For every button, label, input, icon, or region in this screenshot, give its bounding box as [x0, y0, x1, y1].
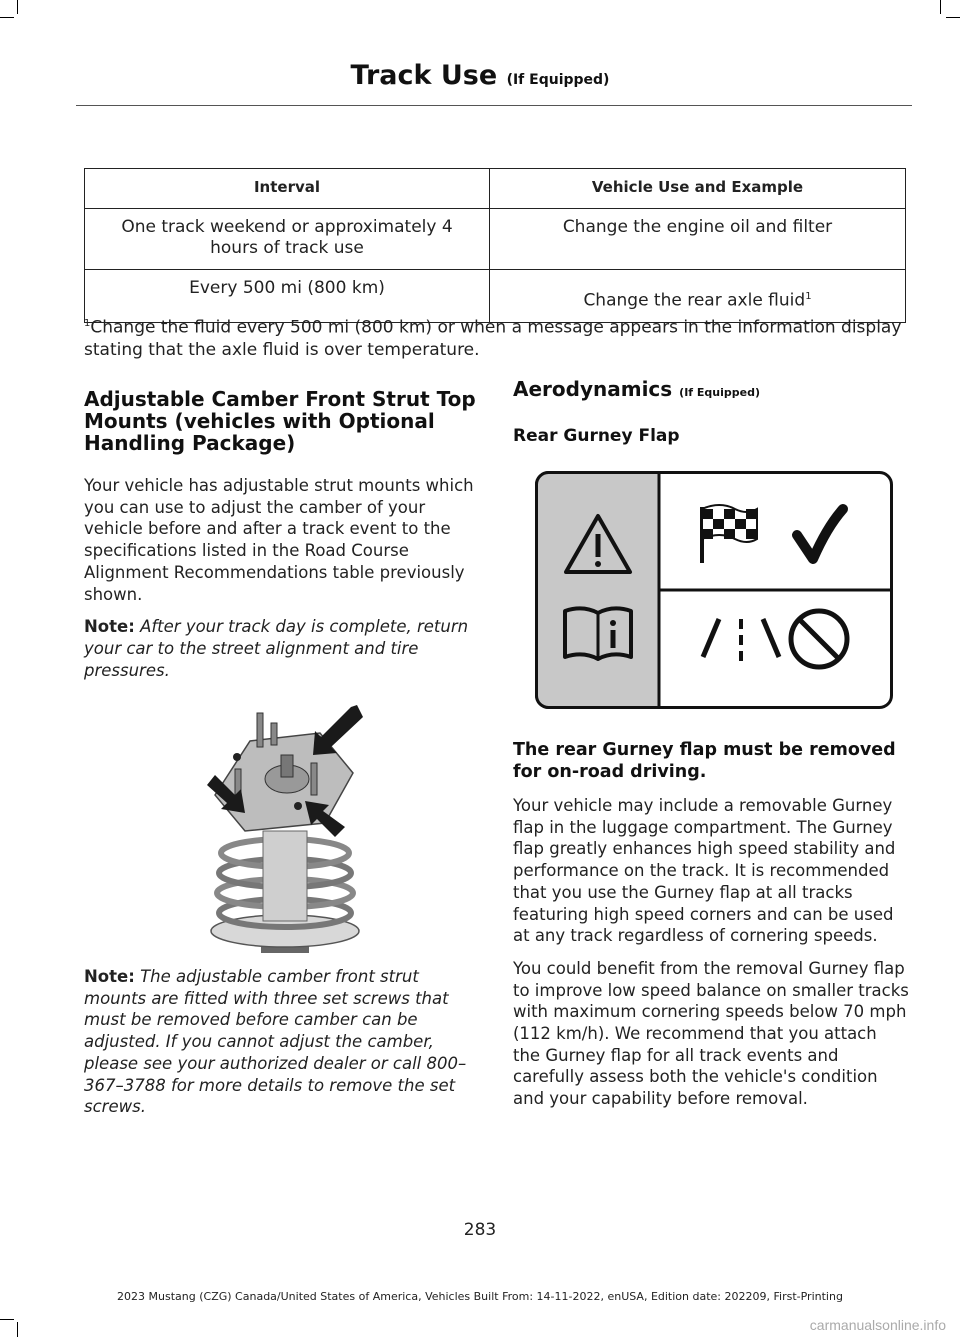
right-column	[513, 378, 909, 446]
set-screw	[294, 802, 302, 810]
note-set-screws	[84, 966, 478, 1118]
page-title	[0, 60, 960, 91]
gurney-flap-subheading: Rear Gurney Flap	[513, 426, 680, 446]
left-column-note	[84, 966, 478, 1118]
table-cell-interval: Every 500 mi (800 km)	[85, 270, 490, 323]
aerodynamics-heading-sub: (If Equipped)	[679, 386, 761, 399]
note-track-day	[84, 616, 478, 681]
table-row	[85, 209, 906, 270]
arrow-icon	[305, 801, 345, 837]
set-screw	[233, 753, 241, 761]
table-header-vehicle-use: Vehicle Use and Example	[490, 169, 906, 209]
arrow-icon	[313, 705, 363, 755]
aerodynamics-heading-text: Aerodynamics	[513, 377, 673, 401]
table-cell-use: Change the engine oil and filter	[490, 209, 906, 270]
gurney-flap-paragraph-1: Your vehicle may include a removable Gurney flap in the luggage compartment. The Gurney flap greatly enhances high speed stability and performance on the track. It is recommended that you use the Gurney flap at all tracks featuring high speed corners and can be used at any track regardless of cornering speeds.	[513, 796, 896, 946]
gurney-flap-warning: The rear Gurney flap must be removed for on-road driving.	[513, 740, 896, 782]
crop-mark-bottom-left	[17, 1322, 18, 1337]
table-cell-use-text: Change the rear axle fluid	[583, 290, 806, 311]
page-number: 283	[463, 1220, 497, 1240]
table-header-interval: Interval	[85, 169, 490, 209]
footnote-ref: 1	[805, 291, 812, 302]
table-footnote	[84, 313, 910, 361]
crop-mark-top-right-h	[946, 17, 960, 18]
crop-mark-bottom-left-h	[0, 1319, 14, 1320]
footnote-text: Change the fluid every 500 mi (800 km) or when a message appears in the information display stating that the axle fluid is over temperature.	[84, 317, 902, 360]
page-title-text: Track Use	[350, 60, 498, 91]
mount-stud	[271, 723, 277, 745]
note-text: The adjustable camber front strut mounts are fitted with three set screws that must be removed before camber can be adjusted. If you cannot adjust the camber, please see your authorized dealer or call 800–367–3788 for more details to remove the set screws.	[84, 967, 467, 1117]
mount-stud	[311, 763, 317, 795]
page-title-subtitle: (If Equipped)	[506, 72, 610, 88]
edition-footer: 2023 Mustang (CZG) Canada/United States of America, Vehicles Built From: 14-11-2022, enUSA, Edition date: 202209, First-Printing	[117, 1290, 843, 1303]
camber-heading: Adjustable Camber Front Strut Top Mounts (vehicles with Optional Handling Package)	[84, 387, 476, 455]
note-label: Note:	[84, 967, 135, 986]
watermark: carmanualsonline.info	[809, 1317, 946, 1333]
crop-mark-top-left-h	[0, 17, 14, 18]
panel-left-shade	[537, 473, 660, 708]
note-text: After your track day is complete, return your car to the street alignment and tire pressures.	[84, 617, 469, 680]
gurney-flap-symbol-panel	[535, 471, 893, 709]
camber-paragraph: Your vehicle has adjustable strut mounts which you can use to adjust the camber of your vehicle before and after a track event to the specifications listed in the Road Course Alignment Recommendations table previously shown.	[84, 476, 474, 604]
note-label: Note:	[84, 617, 135, 637]
table-header-row	[85, 169, 906, 209]
gurney-flap-paragraph-2: You could benefit from the removal Gurney flap to improve low speed balance on smaller tracks with maximum cornering speeds below 70 mph (112 km/h). We recommend that you attach the Gurney flap for all track events and carefully assess both the vehicle's condition and your capability before removal.	[513, 958, 909, 1109]
crop-mark-top-left	[17, 0, 18, 14]
strut-mount-illustration	[205, 703, 365, 953]
aerodynamics-heading	[513, 378, 909, 404]
damper-body	[263, 831, 307, 921]
mount-stud	[257, 713, 263, 747]
crop-mark-top-right	[940, 0, 941, 14]
footnote-marker: 1	[84, 318, 91, 329]
center-stud	[281, 755, 293, 777]
left-column	[84, 388, 478, 681]
maintenance-interval-table	[84, 168, 906, 323]
header-rule	[76, 105, 912, 106]
right-column-body	[513, 740, 909, 1110]
table-cell-interval: One track weekend or approximately 4 hours of track use	[85, 209, 490, 270]
